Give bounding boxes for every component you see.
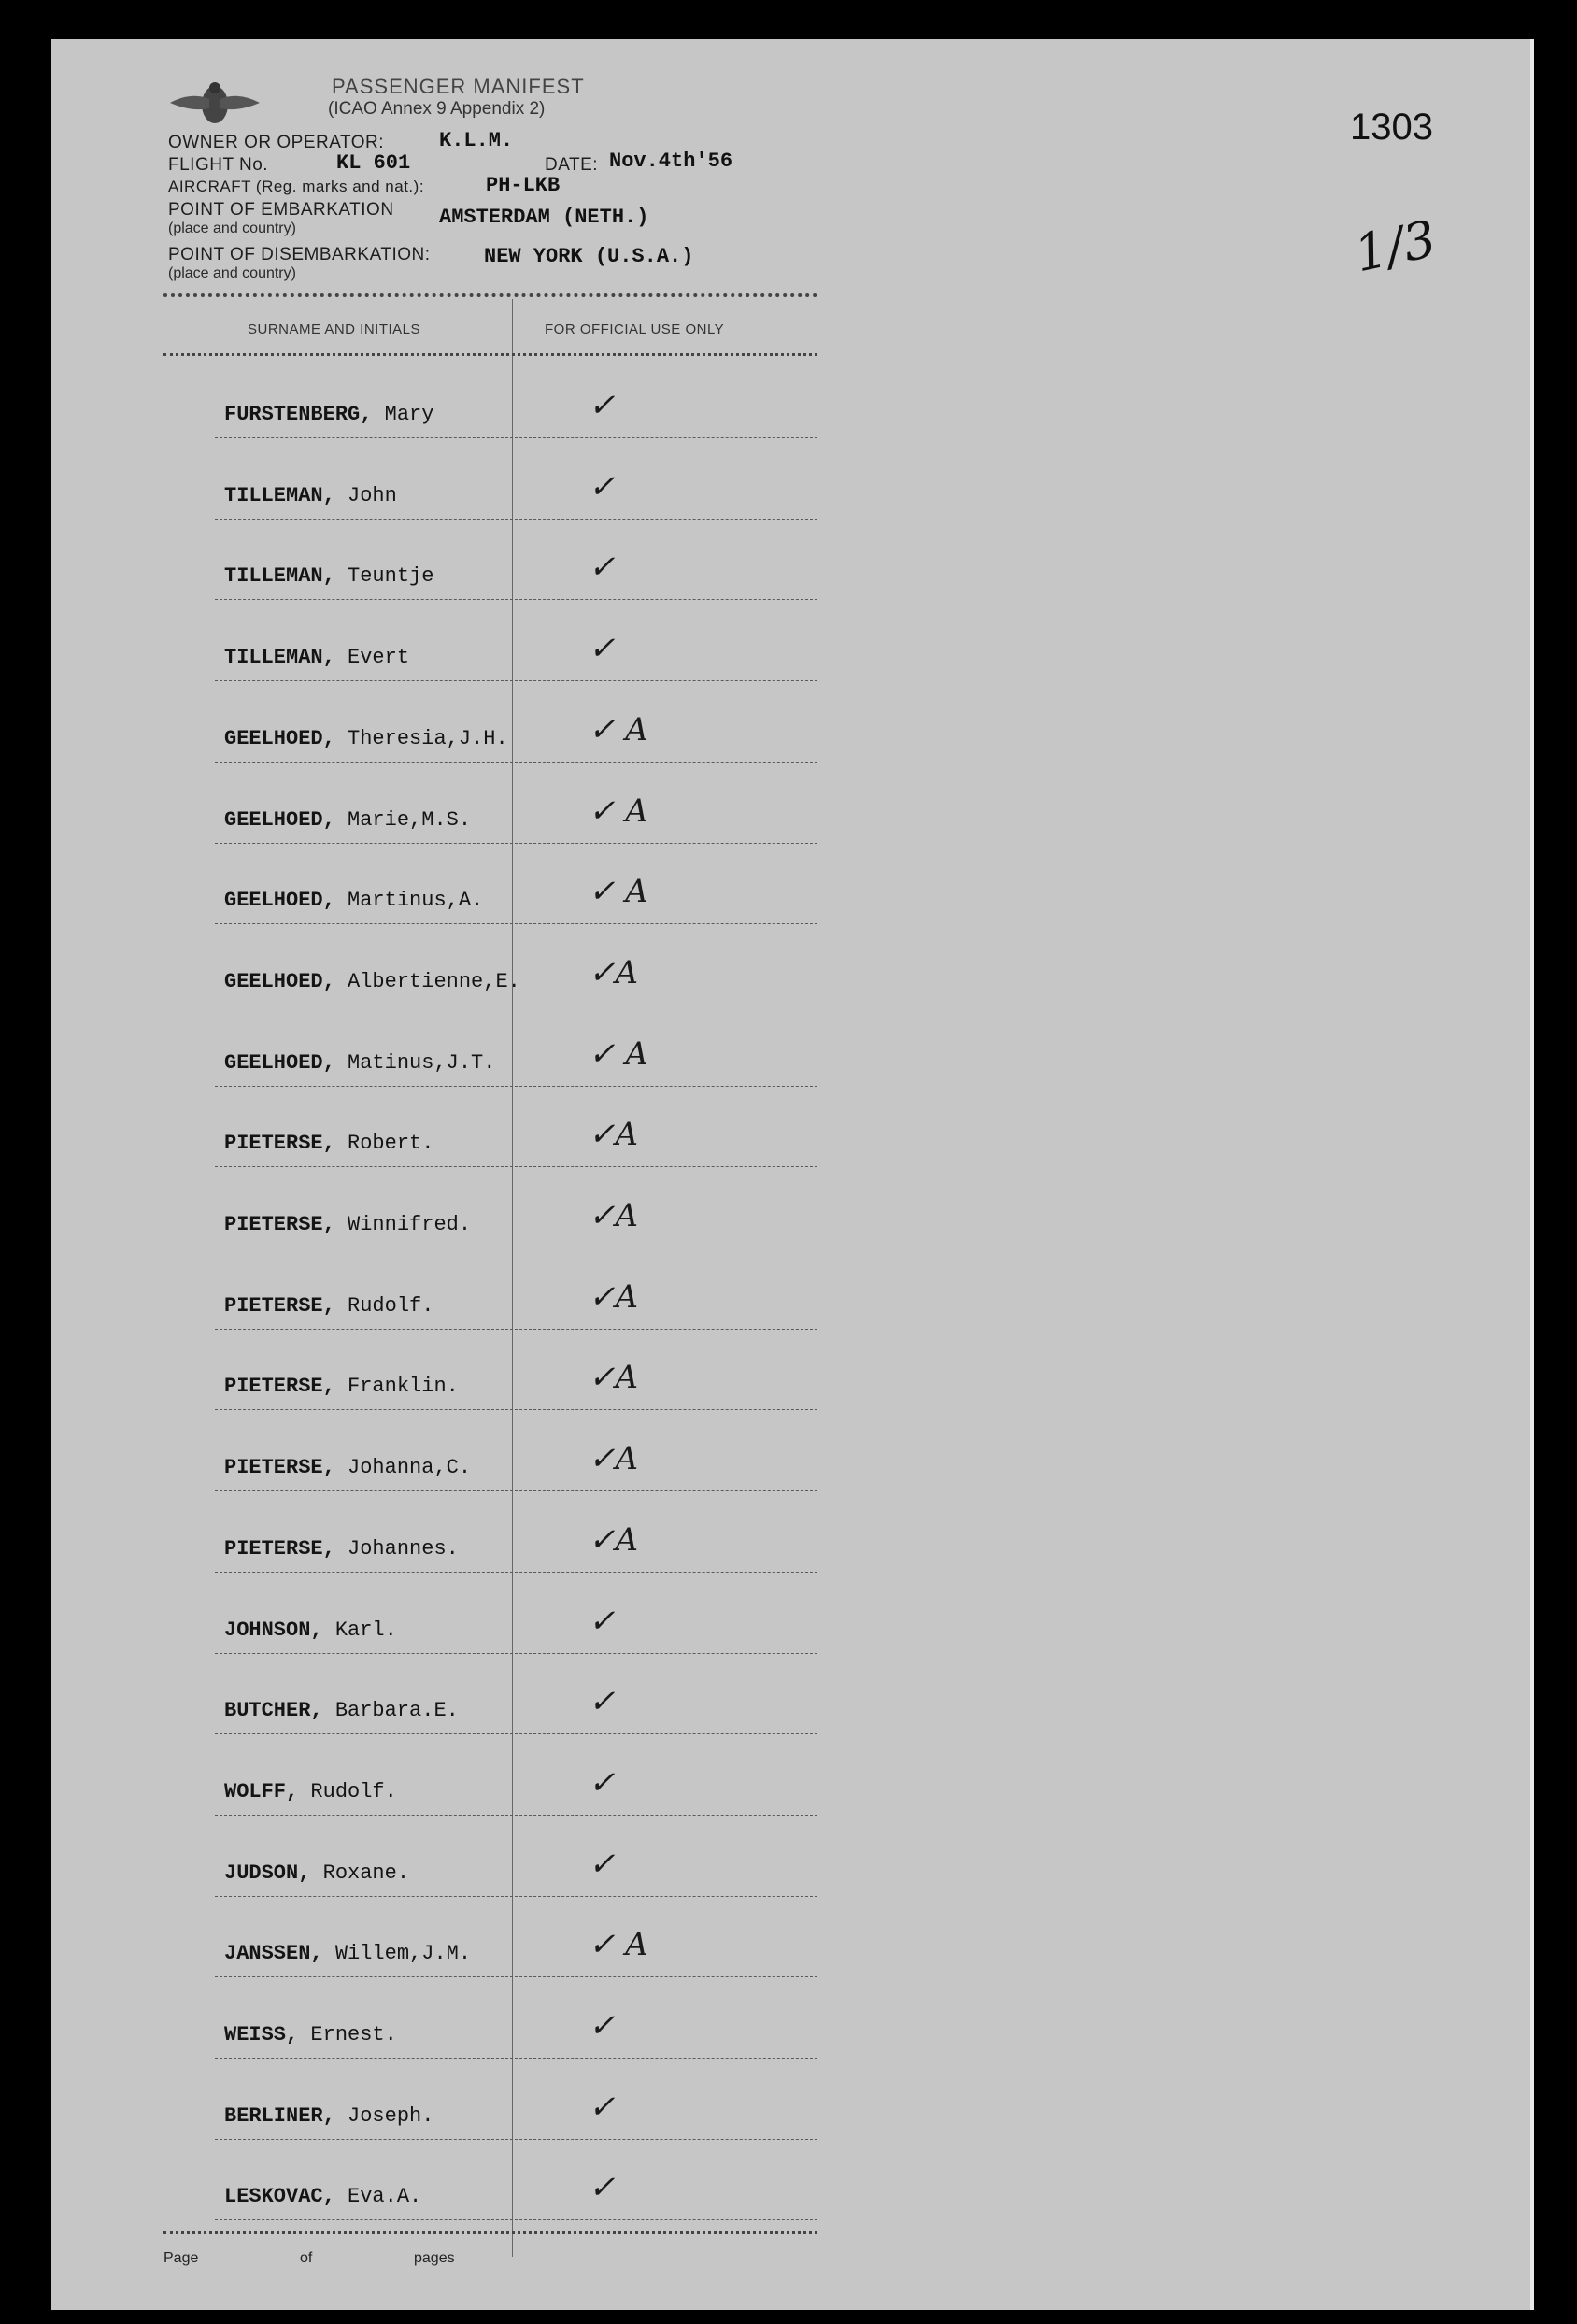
passenger-given-name: Willem,J.M. (334, 1942, 472, 1966)
passenger-name (224, 1375, 459, 1398)
passenger-row (215, 1896, 817, 1977)
column-header-name: SURNAME AND INITIALS (248, 321, 421, 337)
passenger-surname: TILLEMAN, (224, 564, 335, 589)
passenger-given-name: Karl. (334, 1618, 397, 1642)
passenger-row (215, 1816, 817, 1897)
passenger-name (224, 646, 409, 669)
official-check-mark: ✓A (589, 1197, 639, 1234)
passenger-name (224, 1699, 459, 1722)
passenger-given-name: Franklin. (348, 1375, 459, 1399)
passenger-given-name: Matinus,J.T. (348, 1050, 496, 1075)
passenger-name (224, 727, 508, 750)
official-check-mark: ✓ (589, 1602, 616, 1640)
passenger-name (224, 1051, 495, 1075)
passenger-surname: PIETERSE, (224, 1536, 335, 1561)
passenger-surname: WOLFF, (224, 1779, 299, 1804)
passenger-row (215, 519, 817, 600)
passenger-given-name: Martinus,A. (348, 889, 484, 913)
official-check-mark: ✓A (589, 1520, 639, 1559)
handwritten-fraction: 1/3 (1349, 208, 1442, 284)
official-check-mark: ✓ (589, 467, 616, 506)
passenger-name (224, 2104, 433, 2128)
passenger-name (224, 1780, 397, 1804)
passenger-row (215, 1491, 817, 1573)
embark-value: AMSTERDAM (NETH.) (439, 206, 649, 229)
footer-pages-label: pages (414, 2250, 455, 2266)
official-check-mark: ✓ (589, 387, 616, 424)
embark-label: POINT OF EMBARKATION (168, 200, 394, 220)
official-check-mark: ✓ A (589, 1926, 648, 1964)
passenger-row (215, 1410, 817, 1491)
klm-logo-icon (168, 77, 262, 133)
passenger-row (215, 438, 817, 520)
official-check-mark: ✓A (589, 1116, 639, 1154)
passenger-name (224, 1618, 397, 1642)
passenger-name (224, 1537, 459, 1561)
passenger-given-name: Teuntje (348, 564, 434, 589)
passenger-row (215, 1329, 817, 1410)
passenger-row (215, 1573, 817, 1654)
official-check-mark: ✓A (589, 953, 639, 991)
passenger-name (224, 403, 433, 426)
passenger-row (215, 1086, 817, 1167)
passenger-name (224, 1861, 409, 1885)
official-check-mark: ✓ (589, 1845, 616, 1883)
passenger-surname: PIETERSE, (224, 1293, 335, 1318)
passenger-given-name: Ernest. (310, 2023, 397, 2046)
official-check-mark: ✓ (589, 2169, 616, 2207)
passenger-name (224, 2185, 421, 2208)
footer-page-label: Page (163, 2250, 199, 2266)
passenger-surname: FURSTENBERG, (224, 403, 373, 426)
form-subtitle: (ICAO Annex 9 Appendix 2) (328, 99, 546, 119)
passenger-given-name: Johanna,C. (348, 1456, 472, 1480)
passenger-surname: PIETERSE, (224, 1132, 335, 1156)
flight-label: FLIGHT No. (168, 155, 269, 175)
passenger-surname: GEELHOED, (224, 1050, 335, 1075)
passenger-surname: WEISS, (224, 2023, 299, 2046)
passenger-given-name: Rudolf. (310, 1779, 397, 1804)
passenger-surname: TILLEMAN, (224, 646, 335, 670)
passenger-row (215, 357, 817, 438)
official-check-mark: ✓ A (589, 791, 648, 830)
passenger-surname: LESKOVAC, (224, 2185, 335, 2209)
official-check-mark: ✓ A (589, 710, 648, 749)
passenger-row (215, 1734, 817, 1816)
official-check-mark: ✓ (589, 630, 616, 668)
passenger-name (224, 808, 471, 832)
header-divider (163, 293, 817, 297)
passenger-row (215, 1248, 817, 1330)
passenger-given-name: Evert (348, 646, 410, 670)
footer-of-label: of (300, 2250, 313, 2266)
passenger-row (215, 681, 817, 763)
passenger-given-name: Theresia,J.H. (348, 726, 508, 750)
passenger-surname: JUDSON, (224, 1861, 311, 1885)
official-check-mark: ✓ A (589, 1034, 648, 1073)
passenger-row (215, 1167, 817, 1248)
passenger-surname: GEELHOED, (224, 726, 335, 750)
passenger-row (215, 924, 817, 1005)
passenger-name (224, 564, 433, 588)
form-title: PASSENGER MANIFEST (332, 75, 585, 98)
aircraft-value: PH-LKB (486, 174, 561, 197)
official-check-mark: ✓A (589, 1359, 639, 1397)
passenger-given-name: Roxane. (322, 1861, 410, 1885)
official-check-mark: ✓ (589, 1683, 616, 1721)
passenger-given-name: Mary (384, 403, 434, 426)
passenger-row (215, 2059, 817, 2140)
date-value: Nov.4th'56 (609, 150, 733, 173)
passenger-name (224, 1213, 471, 1236)
passenger-surname: TILLEMAN, (224, 483, 335, 507)
passenger-given-name: Robert. (348, 1132, 434, 1156)
date-label: DATE: (545, 155, 599, 175)
passenger-row (215, 763, 817, 844)
passenger-surname: PIETERSE, (224, 1375, 335, 1399)
table-bottom-rule (163, 2231, 817, 2234)
passenger-given-name: Rudolf. (348, 1293, 434, 1318)
passenger-name (224, 2023, 397, 2046)
passenger-name (224, 889, 483, 912)
handwritten-page-number: 1303 (1350, 107, 1433, 148)
passenger-surname: PIETERSE, (224, 1456, 335, 1480)
passenger-surname: GEELHOED, (224, 889, 335, 913)
passenger-name (224, 1942, 471, 1965)
passenger-given-name: Albertienne,E. (348, 969, 520, 993)
official-check-mark: ✓ (589, 2007, 616, 2045)
passenger-surname: JANSSEN, (224, 1942, 323, 1966)
passenger-name (224, 484, 397, 507)
passenger-row (215, 2139, 817, 2220)
aircraft-label: AIRCRAFT (Reg. marks and nat.): (168, 178, 425, 195)
passenger-row (215, 1653, 817, 1734)
passenger-given-name: Marie,M.S. (348, 807, 472, 832)
passenger-row (215, 843, 817, 924)
passenger-given-name: Barbara.E. (334, 1699, 459, 1723)
official-check-mark: ✓ A (589, 873, 648, 911)
passenger-given-name: Joseph. (348, 2103, 434, 2128)
official-check-mark: ✓A (589, 1277, 639, 1316)
owner-value: K.L.M. (439, 129, 514, 152)
passenger-surname: BUTCHER, (224, 1699, 323, 1723)
passenger-row (215, 1977, 817, 2059)
passenger-row (215, 1005, 817, 1087)
passenger-given-name: Eva.A. (348, 2185, 422, 2209)
flight-value: KL 601 (336, 151, 411, 175)
passenger-surname: JOHNSON, (224, 1618, 323, 1642)
official-check-mark: ✓ (589, 2088, 616, 2126)
embark-sub: (place and country) (168, 221, 296, 236)
disembark-label: POINT OF DISEMBARKATION: (168, 245, 431, 264)
passenger-surname: PIETERSE, (224, 1213, 335, 1236)
passenger-name (224, 970, 520, 993)
manifest-page (51, 39, 1534, 2310)
disembark-value: NEW YORK (U.S.A.) (484, 245, 694, 268)
passenger-surname: BERLINER, (224, 2103, 335, 2128)
official-check-mark: ✓ (589, 549, 616, 587)
passenger-given-name: John (348, 483, 397, 507)
passenger-name (224, 1294, 433, 1318)
passenger-row (215, 600, 817, 681)
passenger-surname: GEELHOED, (224, 969, 335, 993)
passenger-name (224, 1132, 433, 1155)
official-check-mark: ✓A (589, 1440, 639, 1478)
passenger-name (224, 1456, 471, 1479)
official-check-mark: ✓ (589, 1763, 616, 1802)
passenger-given-name: Winnifred. (348, 1213, 472, 1236)
passenger-given-name: Johannes. (348, 1536, 459, 1561)
disembark-sub: (place and country) (168, 265, 296, 281)
passenger-surname: GEELHOED, (224, 807, 335, 832)
column-header-official: FOR OFFICIAL USE ONLY (545, 321, 725, 337)
table-top-rule (163, 353, 817, 356)
owner-label: OWNER OR OPERATOR: (168, 133, 385, 152)
